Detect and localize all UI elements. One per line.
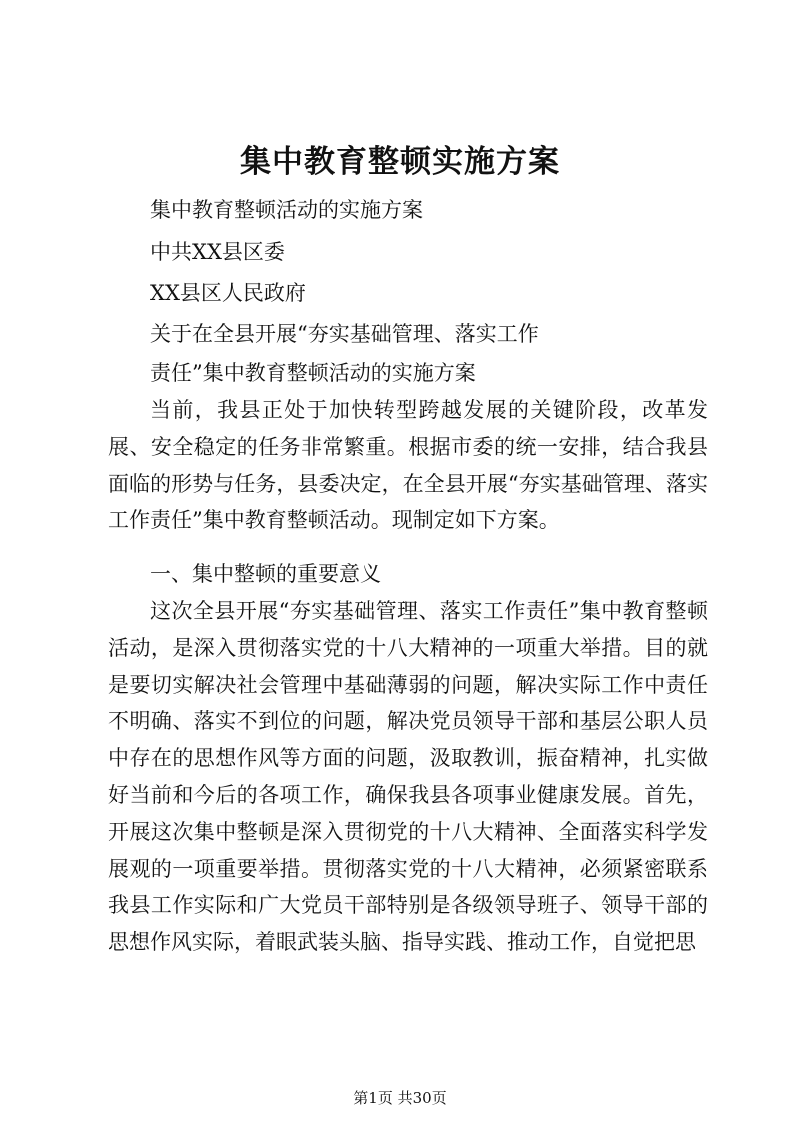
notice-title-line-2: 责任”集中教育整顿活动的实施方案: [150, 361, 476, 385]
document-title: 集中教育整顿实施方案: [240, 144, 560, 180]
subtitle-line-1: 集中教育整顿活动的实施方案: [150, 198, 423, 222]
section-heading: 一、集中整顿的重要意义: [150, 562, 381, 586]
page-number: 第1页 共30页: [353, 1089, 447, 1107]
issuer-line-2: XX县区人民政府: [150, 281, 306, 305]
notice-title-line-1: 关于在全县开展“夯实基础管理、落实工作: [150, 322, 539, 346]
intro-paragraph: 当前，我县正处于加快转型跨越发展的关键阶段，改革发展、安全稳定的任务非常繁重。根据市委的统一安排，结合我县面临的形势与任务，县委决定，在全县开展“夯实基础管理、落实工作责任”集中教育整顿活动。现制定如下方案。: [108, 398, 708, 533]
body-paragraph: 这次全县开展“夯实基础管理、落实工作责任”集中教育整顿活动，是深入贯彻落实党的十八大精神的一项重大举措。目的就是要切实解决社会管理中基础薄弱的问题，解决实际工作中责任不明确、落实不到位的问题，解决党员领导干部和基层公职人员中存在的思想作风等方面的问题，汲取教训，振奋精神，扎实做好当前和今后的各项工作，确保我县各项事业健康发展。首先，开展这次集中整顿是深入贯彻党的十八大精神、全面落实科学发展观的一项重要举措。贯彻落实党的十八大精神，必须紧密联系我县工作实际和广大党员干部特别是各级领导班子、领导干部的思想作风实际，着眼武装头脑、指导实践、推动工作，自觉把思: [108, 599, 708, 955]
issuer-line-1: 中共XX县区委: [150, 240, 285, 264]
